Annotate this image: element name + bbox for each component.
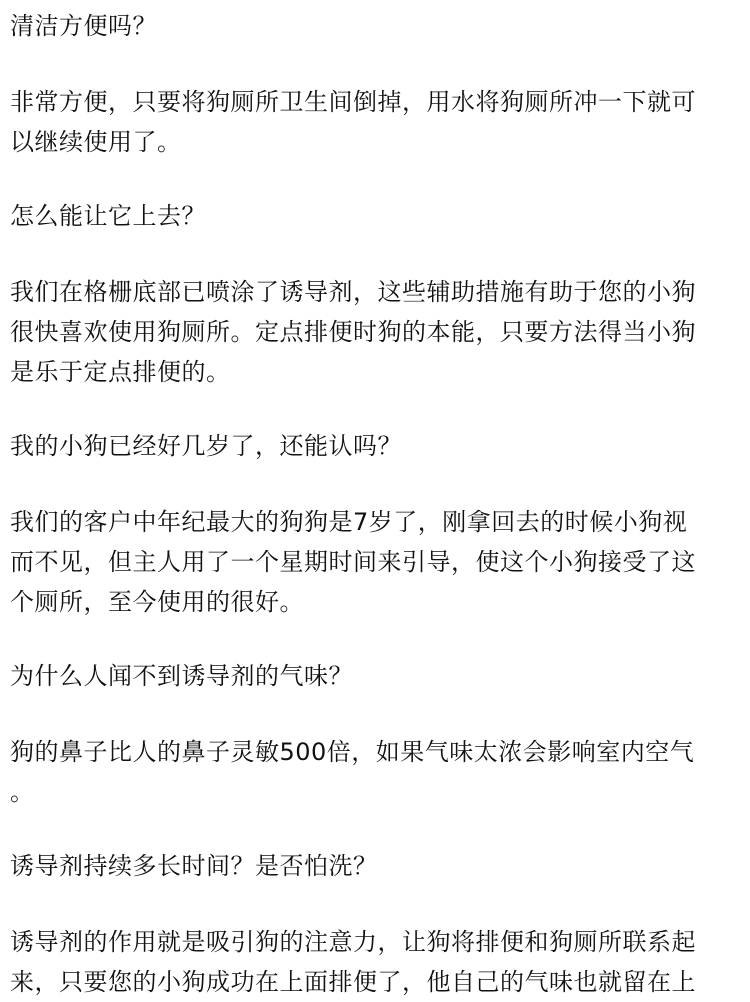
answer-line: 非常方便，只要将狗厕所卫生间倒掉，用水将狗厕所冲一下就可 — [10, 88, 696, 116]
faq-question-1: 清洁方便吗？ — [10, 12, 157, 40]
faq-answer-4 — [10, 732, 740, 812]
answer-line: 是乐于定点排便的。 — [10, 358, 231, 386]
answer-line: 狗的鼻子比人的鼻子灵敏500倍，如果气味太浓会影响室内空气 — [10, 738, 695, 766]
answer-line: 。 — [10, 778, 35, 806]
answer-line: 我们的客户中年纪最大的狗狗是7岁了，刚拿回去的时候小狗视 — [10, 508, 688, 536]
answer-line: 我们在格栅底部已喷涂了诱导剂，这些辅助措施有助于您的小狗 — [10, 278, 696, 306]
answer-line: 很快喜欢使用狗厕所。定点排便时狗的本能，只要方法得当小狗 — [10, 318, 696, 346]
answer-line: 以继续使用了。 — [10, 128, 182, 156]
answer-line: 来，只要您的小狗成功在上面排便了，他自己的气味也就留在上 — [10, 968, 696, 996]
faq-document — [10, 6, 740, 1002]
faq-answer-5 — [10, 922, 740, 1002]
answer-line: 诱导剂的作用就是吸引狗的注意力，让狗将排便和狗厕所联系起 — [10, 928, 696, 956]
faq-question-4: 为什么人闻不到诱导剂的气味？ — [10, 662, 353, 690]
faq-answer-1 — [10, 82, 740, 162]
faq-answer-3 — [10, 502, 740, 622]
faq-question-5: 诱导剂持续多长时间？是否怕洗？ — [10, 852, 378, 880]
faq-answer-2 — [10, 272, 740, 392]
answer-line: 个厕所，至今使用的很好。 — [10, 588, 304, 616]
faq-question-2: 怎么能让它上去？ — [10, 202, 206, 230]
faq-question-3: 我的小狗已经好几岁了，还能认吗？ — [10, 432, 402, 460]
answer-line: 而不见，但主人用了一个星期时间来引导，使这个小狗接受了这 — [10, 548, 696, 576]
